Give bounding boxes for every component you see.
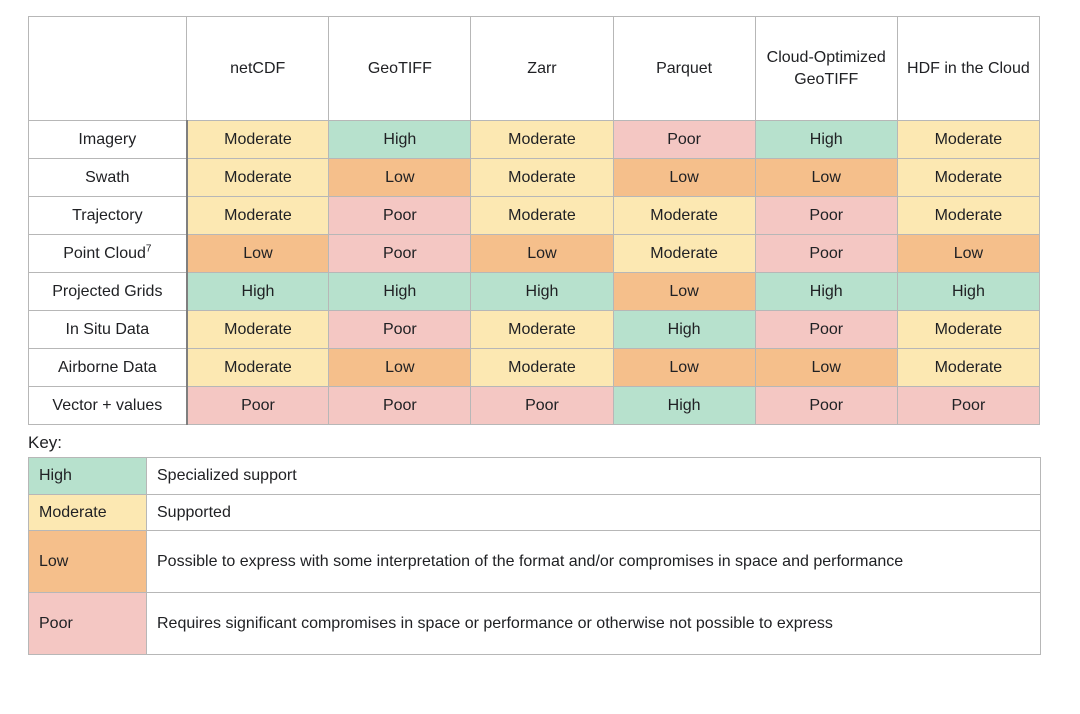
cell-point-cloud-zarr: Low bbox=[471, 235, 613, 273]
cell-projected-grids-netcdf: High bbox=[187, 273, 329, 311]
cell-point-cloud-geotiff: Poor bbox=[329, 235, 471, 273]
cell-trajectory-cog: Poor bbox=[755, 197, 897, 235]
cell-point-cloud-cog: Poor bbox=[755, 235, 897, 273]
cell-vector-cog: Poor bbox=[755, 387, 897, 425]
cell-swath-cog: Low bbox=[755, 159, 897, 197]
key-legend-table bbox=[28, 457, 1041, 655]
corner-cell bbox=[29, 17, 187, 121]
cell-trajectory-zarr: Moderate bbox=[471, 197, 613, 235]
cell-airborne-netcdf: Moderate bbox=[187, 349, 329, 387]
cell-point-cloud-parquet: Moderate bbox=[613, 235, 755, 273]
format-support-matrix bbox=[28, 16, 1040, 425]
key-row-poor bbox=[29, 593, 1041, 655]
cell-in-situ-hdf: Moderate bbox=[897, 311, 1039, 349]
cell-in-situ-netcdf: Moderate bbox=[187, 311, 329, 349]
row-label-swath: Swath bbox=[29, 159, 187, 197]
cell-point-cloud-hdf: Low bbox=[897, 235, 1039, 273]
row-label-airborne-data: Airborne Data bbox=[29, 349, 187, 387]
table-row bbox=[29, 235, 1040, 273]
cell-airborne-cog: Low bbox=[755, 349, 897, 387]
cell-airborne-geotiff: Low bbox=[329, 349, 471, 387]
cell-in-situ-zarr: Moderate bbox=[471, 311, 613, 349]
table-row bbox=[29, 197, 1040, 235]
key-name-high: High bbox=[29, 458, 147, 495]
cell-imagery-netcdf: Moderate bbox=[187, 121, 329, 159]
cell-projected-grids-zarr: High bbox=[471, 273, 613, 311]
cell-vector-parquet: High bbox=[613, 387, 755, 425]
cell-in-situ-parquet: High bbox=[613, 311, 755, 349]
cell-imagery-geotiff: High bbox=[329, 121, 471, 159]
key-name-poor: Poor bbox=[29, 593, 147, 655]
table-row bbox=[29, 121, 1040, 159]
cell-airborne-zarr: Moderate bbox=[471, 349, 613, 387]
cell-trajectory-hdf: Moderate bbox=[897, 197, 1039, 235]
matrix-header bbox=[29, 17, 1040, 121]
key-description-high: Specialized support bbox=[147, 458, 1041, 495]
cell-vector-zarr: Poor bbox=[471, 387, 613, 425]
row-label-projected-grids: Projected Grids bbox=[29, 273, 187, 311]
key-row-moderate bbox=[29, 494, 1041, 531]
key-description-poor: Requires significant compromises in space or performance or otherwise not possible to express bbox=[147, 593, 1041, 655]
cell-swath-netcdf: Moderate bbox=[187, 159, 329, 197]
key-name-moderate: Moderate bbox=[29, 494, 147, 531]
column-header-hdf-in-the-cloud: HDF in the Cloud bbox=[897, 17, 1039, 121]
cell-trajectory-netcdf: Moderate bbox=[187, 197, 329, 235]
table-row bbox=[29, 159, 1040, 197]
matrix-body bbox=[29, 121, 1040, 425]
cell-airborne-hdf: Moderate bbox=[897, 349, 1039, 387]
key-title: Key: bbox=[28, 433, 63, 452]
cell-in-situ-geotiff: Poor bbox=[329, 311, 471, 349]
row-label-vector-plus-values: Vector + values bbox=[29, 387, 187, 425]
row-label-imagery: Imagery bbox=[29, 121, 187, 159]
table-row bbox=[29, 273, 1040, 311]
row-label-point-cloud: Point Cloud$^7$ bbox=[29, 235, 187, 273]
table-header-row bbox=[29, 17, 1040, 121]
key-row-low bbox=[29, 531, 1041, 593]
cell-swath-parquet: Low bbox=[613, 159, 755, 197]
cell-in-situ-cog: Poor bbox=[755, 311, 897, 349]
cell-swath-hdf: Moderate bbox=[897, 159, 1039, 197]
key-description-low: Possible to express with some interpretation of the format and/or compromises in space and performance bbox=[147, 531, 1041, 593]
cell-vector-geotiff: Poor bbox=[329, 387, 471, 425]
row-label-in-situ-data: In Situ Data bbox=[29, 311, 187, 349]
cell-trajectory-geotiff: Poor bbox=[329, 197, 471, 235]
cell-vector-hdf: Poor bbox=[897, 387, 1039, 425]
cell-projected-grids-cog: High bbox=[755, 273, 897, 311]
column-header-parquet: Parquet bbox=[613, 17, 755, 121]
cell-imagery-parquet: Poor bbox=[613, 121, 755, 159]
key-description-moderate: Supported bbox=[147, 494, 1041, 531]
cell-airborne-parquet: Low bbox=[613, 349, 755, 387]
cell-point-cloud-netcdf: Low bbox=[187, 235, 329, 273]
cell-vector-netcdf: Poor bbox=[187, 387, 329, 425]
table-row bbox=[29, 311, 1040, 349]
key-row-high bbox=[29, 458, 1041, 495]
footnote-marker: 7 bbox=[145, 243, 152, 255]
row-label-trajectory: Trajectory bbox=[29, 197, 187, 235]
key-name-low: Low bbox=[29, 531, 147, 593]
cell-projected-grids-geotiff: High bbox=[329, 273, 471, 311]
cell-projected-grids-parquet: Low bbox=[613, 273, 755, 311]
column-header-cloud-optimized-geotiff: Cloud-Optimized GeoTIFF bbox=[755, 17, 897, 121]
column-header-zarr: Zarr bbox=[471, 17, 613, 121]
cell-imagery-hdf: Moderate bbox=[897, 121, 1039, 159]
cell-swath-geotiff: Low bbox=[329, 159, 471, 197]
table-row bbox=[29, 387, 1040, 425]
cell-projected-grids-hdf: High bbox=[897, 273, 1039, 311]
cell-trajectory-parquet: Moderate bbox=[613, 197, 755, 235]
table-row bbox=[29, 349, 1040, 387]
column-header-geotiff: GeoTIFF bbox=[329, 17, 471, 121]
cell-imagery-zarr: Moderate bbox=[471, 121, 613, 159]
cell-imagery-cog: High bbox=[755, 121, 897, 159]
column-header-netcdf: netCDF bbox=[187, 17, 329, 121]
cell-swath-zarr: Moderate bbox=[471, 159, 613, 197]
